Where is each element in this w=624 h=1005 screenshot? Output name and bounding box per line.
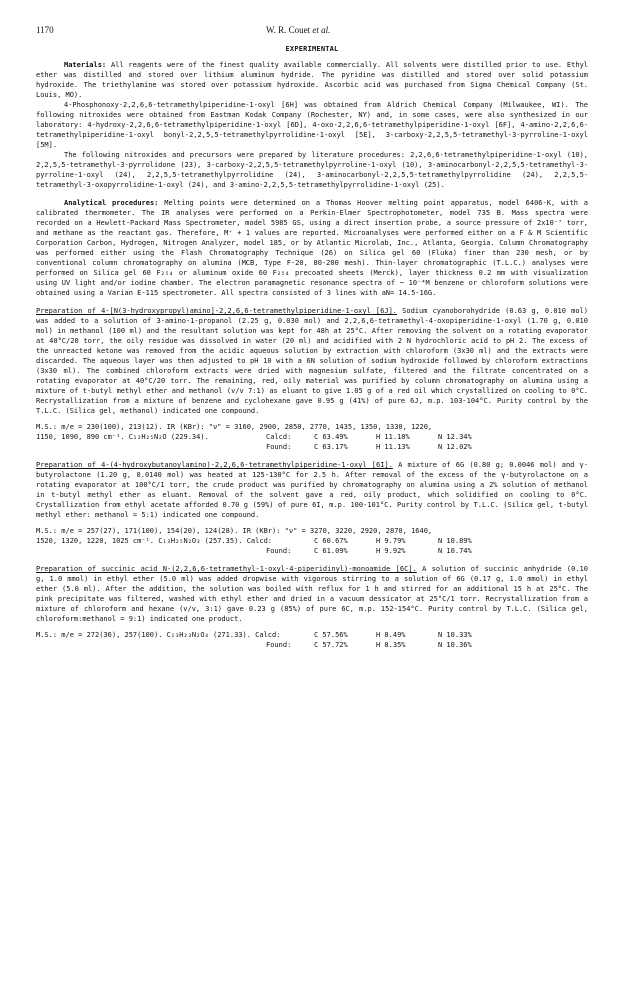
found-h: H 8.35% <box>376 641 406 649</box>
materials-paragraph-3: The following nitroxides and precursors were prepared by literature procedures: 2,2,6,6-tetramethylpiperidine-1-oxyl (10), 2,2,5,5-tetramethyl-3-pyrrolidone (23), 3-carboxy-2,2,5,5-tetramethylpyrroline-1-oxyl (10), 3-aminocarbonyl-2,2,5,5-tetramethyl-3-pyrroline-1-oxyl (24), 2,2,5,5-tetramethylpyrrolidine (24), 3-aminocarbonyl-2,2,5,5-tetramethylpyrrolidine (24), 2,2,5,5-tetramethyl-3-oxopyrrolidine-1-oxyl (24), and 3-amino-2,2,5,5-tetramethylpyrrolidine-1-oxyl (25). <box>36 151 588 189</box>
preparation-6c <box>36 564 588 650</box>
prep-paragraph <box>36 306 588 416</box>
running-title-author: W. R. Couet <box>266 25 311 35</box>
found-c: C 63.17% <box>314 443 348 451</box>
spectral-data-line-1: M.S.: m/e = 257(27), 171(100), 154(20), 124(28). IR (KBr): "ν" = 3270, 3220, 2920, 2870, 1640, <box>36 527 433 535</box>
found-label: Found: <box>266 547 292 555</box>
calcd-h: H 9.79% <box>376 537 406 545</box>
analytical-section <box>36 198 588 298</box>
calcd-row <box>36 536 588 546</box>
preparation-6i <box>36 460 588 556</box>
page-number: 1170 <box>36 25 54 35</box>
found-n: N 12.02% <box>438 443 472 451</box>
calcd-label: Calcd: <box>266 433 292 441</box>
calcd-c: C 57.56% <box>314 631 348 639</box>
found-c: C 61.09% <box>314 547 348 555</box>
prep-title: Preparation of 4-(4-hydroxybutanoylamino)-2,2,6,6-tetramethylpiperidine-1-oxyl [6I]. <box>36 461 393 469</box>
calcd-n: N 12.34% <box>438 433 472 441</box>
found-h: H 9.92% <box>376 547 406 555</box>
prep-title: Preparation of 4-[N(3-hydroxypropyl)amino]-2,2,6,6-tetramethylpiperidine-1-oxyl [6J]. <box>36 307 397 315</box>
calcd-row <box>36 630 588 640</box>
materials-text-1: All reagents were of the finest quality available commercially. All solvents were distilled prior to use. Ethyl ether was distilled and stored over lithium aluminum hydride. The pyridine was distilled and stored over solid potassium hydroxide. The triethylamine was stored over potassium hydroxide. Ascorbic acid was purchased from Sigma Chemical Company (St. Louis, MO). <box>36 61 588 99</box>
materials-label: Materials: <box>64 61 107 69</box>
prep-paragraph <box>36 564 588 624</box>
prep-paragraph <box>36 460 588 520</box>
prep-body: A mixture of 6G (0.80 g; 0.0046 mol) and γ-butyrolactone (1.20 g, 0.0140 mol) was heated at 125-130°C for 2.5 h. After removal of the excess of the γ-butyrolactone on a rotating evaporator at 100°C/1 torr, the crude product was purified by chromatography on alumina using a 2% solution of methanol in t-butyl methyl ether as eluant. Removal of the solvent gave a red, oily product, which solidified on cooling to 0°C. Crystallization from ethyl acetate afforded 0.70 g (59%) of pure 6I, m.p. 100-101°C. Purity control by T.L.C. (Silica gel, t-butyl methyl ether: methanol = 5:1) indicated one compound. <box>36 461 588 519</box>
found-c: C 57.72% <box>314 641 348 649</box>
prep-body: Sodium cyanoborohydride (0.63 g, 0.010 mol) was added to a solution of 3-amino-1-propanol (2.25 g, 0.030 mol) and 2,2,6,6-tetramethyl-4-oxopiperidine-1-oxyl (1.70 g, 0.010 mol) in methanol (100 ml) and the resultant solution was kept for 48h at 25°C. After removing the solvent on a rotating evaporator at 40°C/20 torr, the oily residue was dissolved in water (20 ml) and acidified with 2 N hydrochloric acid to pH 2. The excess of the unreacted ketone was removed from the acidic aqueous solution by extraction with chloroform (3x30 ml) and the extracts were discarded. The aqueous layer was then adjusted to pH 10 with a 6N solution of sodium hydroxide followed by chloroform extractions (3x30 ml). The combined chloroform extracts were dried with magnesium sulfate, filtered and the filtrate concentrated on a rotating evaporator at 40°C/20 torr. The remaining, red, oily material was purified by column chromatography on alumina using a mixture of t-butyl methyl ether and methanol (v/v 7:1) as eluant to give 1.05 g of a red oil which crystallized on cooling to 0°C. Recrystallization from a mixture of benzene and cyclohexane gave 0.95 g (41%) of pure 6J, m.p. 103-104°C. Purity control by the T.L.C. (Silica gel, methanol) indicated one compound. <box>36 307 588 415</box>
spectral-data-line-2: 1520, 1320, 1220, 1025 cm⁻¹. C₁₃H₂₅N₂O₃ (257.35). Calcd: <box>36 537 273 545</box>
analytical-text: Melting points were determined on a Thomas Hoover melting point apparatus, model 6406-K, with a calibrated thermometer. The IR analyses were performed on a Perkin-Elmer Spectrophotometer, model 735 B. Mass spectra were recorded on a Hewlett-Packard Mass Spectrometer, model 5985 GS, using a direct insertion probe, a source pressure of 2x10⁻⁷ torr, and methane as the reactant gas. Therefore, M⁺ + 1 values are reported. Microanalyses were performed either on a F & M Scientific Corporation Carbon, Hydrogen, Nitrogen Analyzer, model 185, or by Atlantic Microlab, Inc., Atlanta, Georgia. Column Chromatography was performed either using the Flash Chromatography Technique (26) on Silica gel 60 (Fluka) finer than 230 mesh, or by conventional column chromatography on alumina (MCB, Type F-20, 80-200 mesh). Thin-layer chromatographic (T.L.C.) analyses were performed on Silica gel 60 F₂₅₄ or aluminum oxide 60 F₂₅₄ precoated sheets (Merck), layer thickness 0.2 mm with visualization using UV light and/or iodine chamber. The electron paramagnetic resonance spectra of ~ 10⁻⁴M benzene or chloroform solutions were obtained using a Varian E-115 spectrometer. All spectra consisted of 3 lines with aN= 14.5-16G. <box>36 199 589 297</box>
found-label: Found: <box>266 641 292 649</box>
calcd-n: N 10.33% <box>438 631 472 639</box>
found-row <box>36 640 588 650</box>
found-n: N 10.74% <box>438 547 472 555</box>
spectral-data-line-2: 1150, 1090, 890 cm⁻¹. C₁₂H₂₅N₂O (229.34). <box>36 433 209 441</box>
running-head <box>36 24 588 36</box>
found-row <box>36 546 588 556</box>
analytical-label: Analytical procedures: <box>64 199 159 207</box>
prep-title: Preparation of succinic acid N-(2,2,6,6-tetramethyl-1-oxyl-4-piperidinyl)-monoamide [6C]. <box>36 565 417 573</box>
calcd-h: H 11.10% <box>376 433 410 441</box>
spectral-data-line-1: M.S.: m/e = 272(36), 257(100). C₁₃H₂₃N₂O₄ (271.33). Calcd: <box>36 631 281 639</box>
found-row <box>36 442 588 452</box>
found-n: N 10.36% <box>438 641 472 649</box>
section-heading: EXPERIMENTAL <box>285 45 339 53</box>
calcd-row <box>36 432 588 442</box>
found-label: Found: <box>266 443 292 451</box>
running-title-etal: et al. <box>310 25 331 35</box>
calcd-h: H 8.49% <box>376 631 406 639</box>
materials-paragraph-2: 4-Phosphonoxy-2,2,6,6-tetramethylpiperidine-1-oxyl [6H] was obtained from Aldrich Chemical Company (Milwaukee, WI). The following nitroxides were obtained from Eastman Kodak Company (Rochester, NY) and, in some cases, were also synthesized in our laboratory: 4-hydroxy-2,2,6,6-tetramethylpiperidine-1-oxyl [6D], 4-oxo-2,2,6,6-tetramethylpiperidine-1-oxyl [6F], 4-amino-2,2,6,6-tetramethylpiperidine-1-oxyl bonyl-2,2,5,5-tetramethylpyrrolidine-1-oxyl [5E], 3-carboxy-2,2,5,5-tetramethyl-3-pyrroline-1-oxyl [5M]. <box>36 101 588 149</box>
preparation-6j <box>36 306 588 452</box>
running-title <box>266 24 330 36</box>
spectral-data-line-1: M.S.: m/e = 230(100), 213(12). IR (KBr): "ν" = 3160, 2900, 2850, 2770, 1435, 1350, 1330, 1220, <box>36 423 433 431</box>
calcd-c: C 63.49% <box>314 433 348 441</box>
materials-paragraph-1 <box>36 60 588 100</box>
analytical-paragraph <box>36 198 588 298</box>
found-h: H 11.13% <box>376 443 410 451</box>
prep-body: A solution of succinic anhydride (0.10 g, 1.0 mmol) in ethyl ether (5.0 ml) was added dropwise with vigorous stirring to a solution of 6G (0.17 g, 1.0 mmol) in ethyl ether (5.0 ml). After the addition, the solution was boiled with reflux for 1 h and stirred for an additional 15 h at 25°C. The pink precipitate was filtered, washed with ethyl ether and dried in a vacuum dessicator at 25°C/1 torr. Recrystallization from a mixture of chloroform and hexane (v/v, 3:1) gave 0.23 g (85%) of pure 6C, m.p. 152-154°C. Purity control by T.L.C. (Silica gel, chloroform:methanol = 9:1) indicated one product. <box>36 565 588 623</box>
materials-section <box>36 60 588 190</box>
calcd-n: N 10.89% <box>438 537 472 545</box>
calcd-c: C 60.67% <box>314 537 348 545</box>
